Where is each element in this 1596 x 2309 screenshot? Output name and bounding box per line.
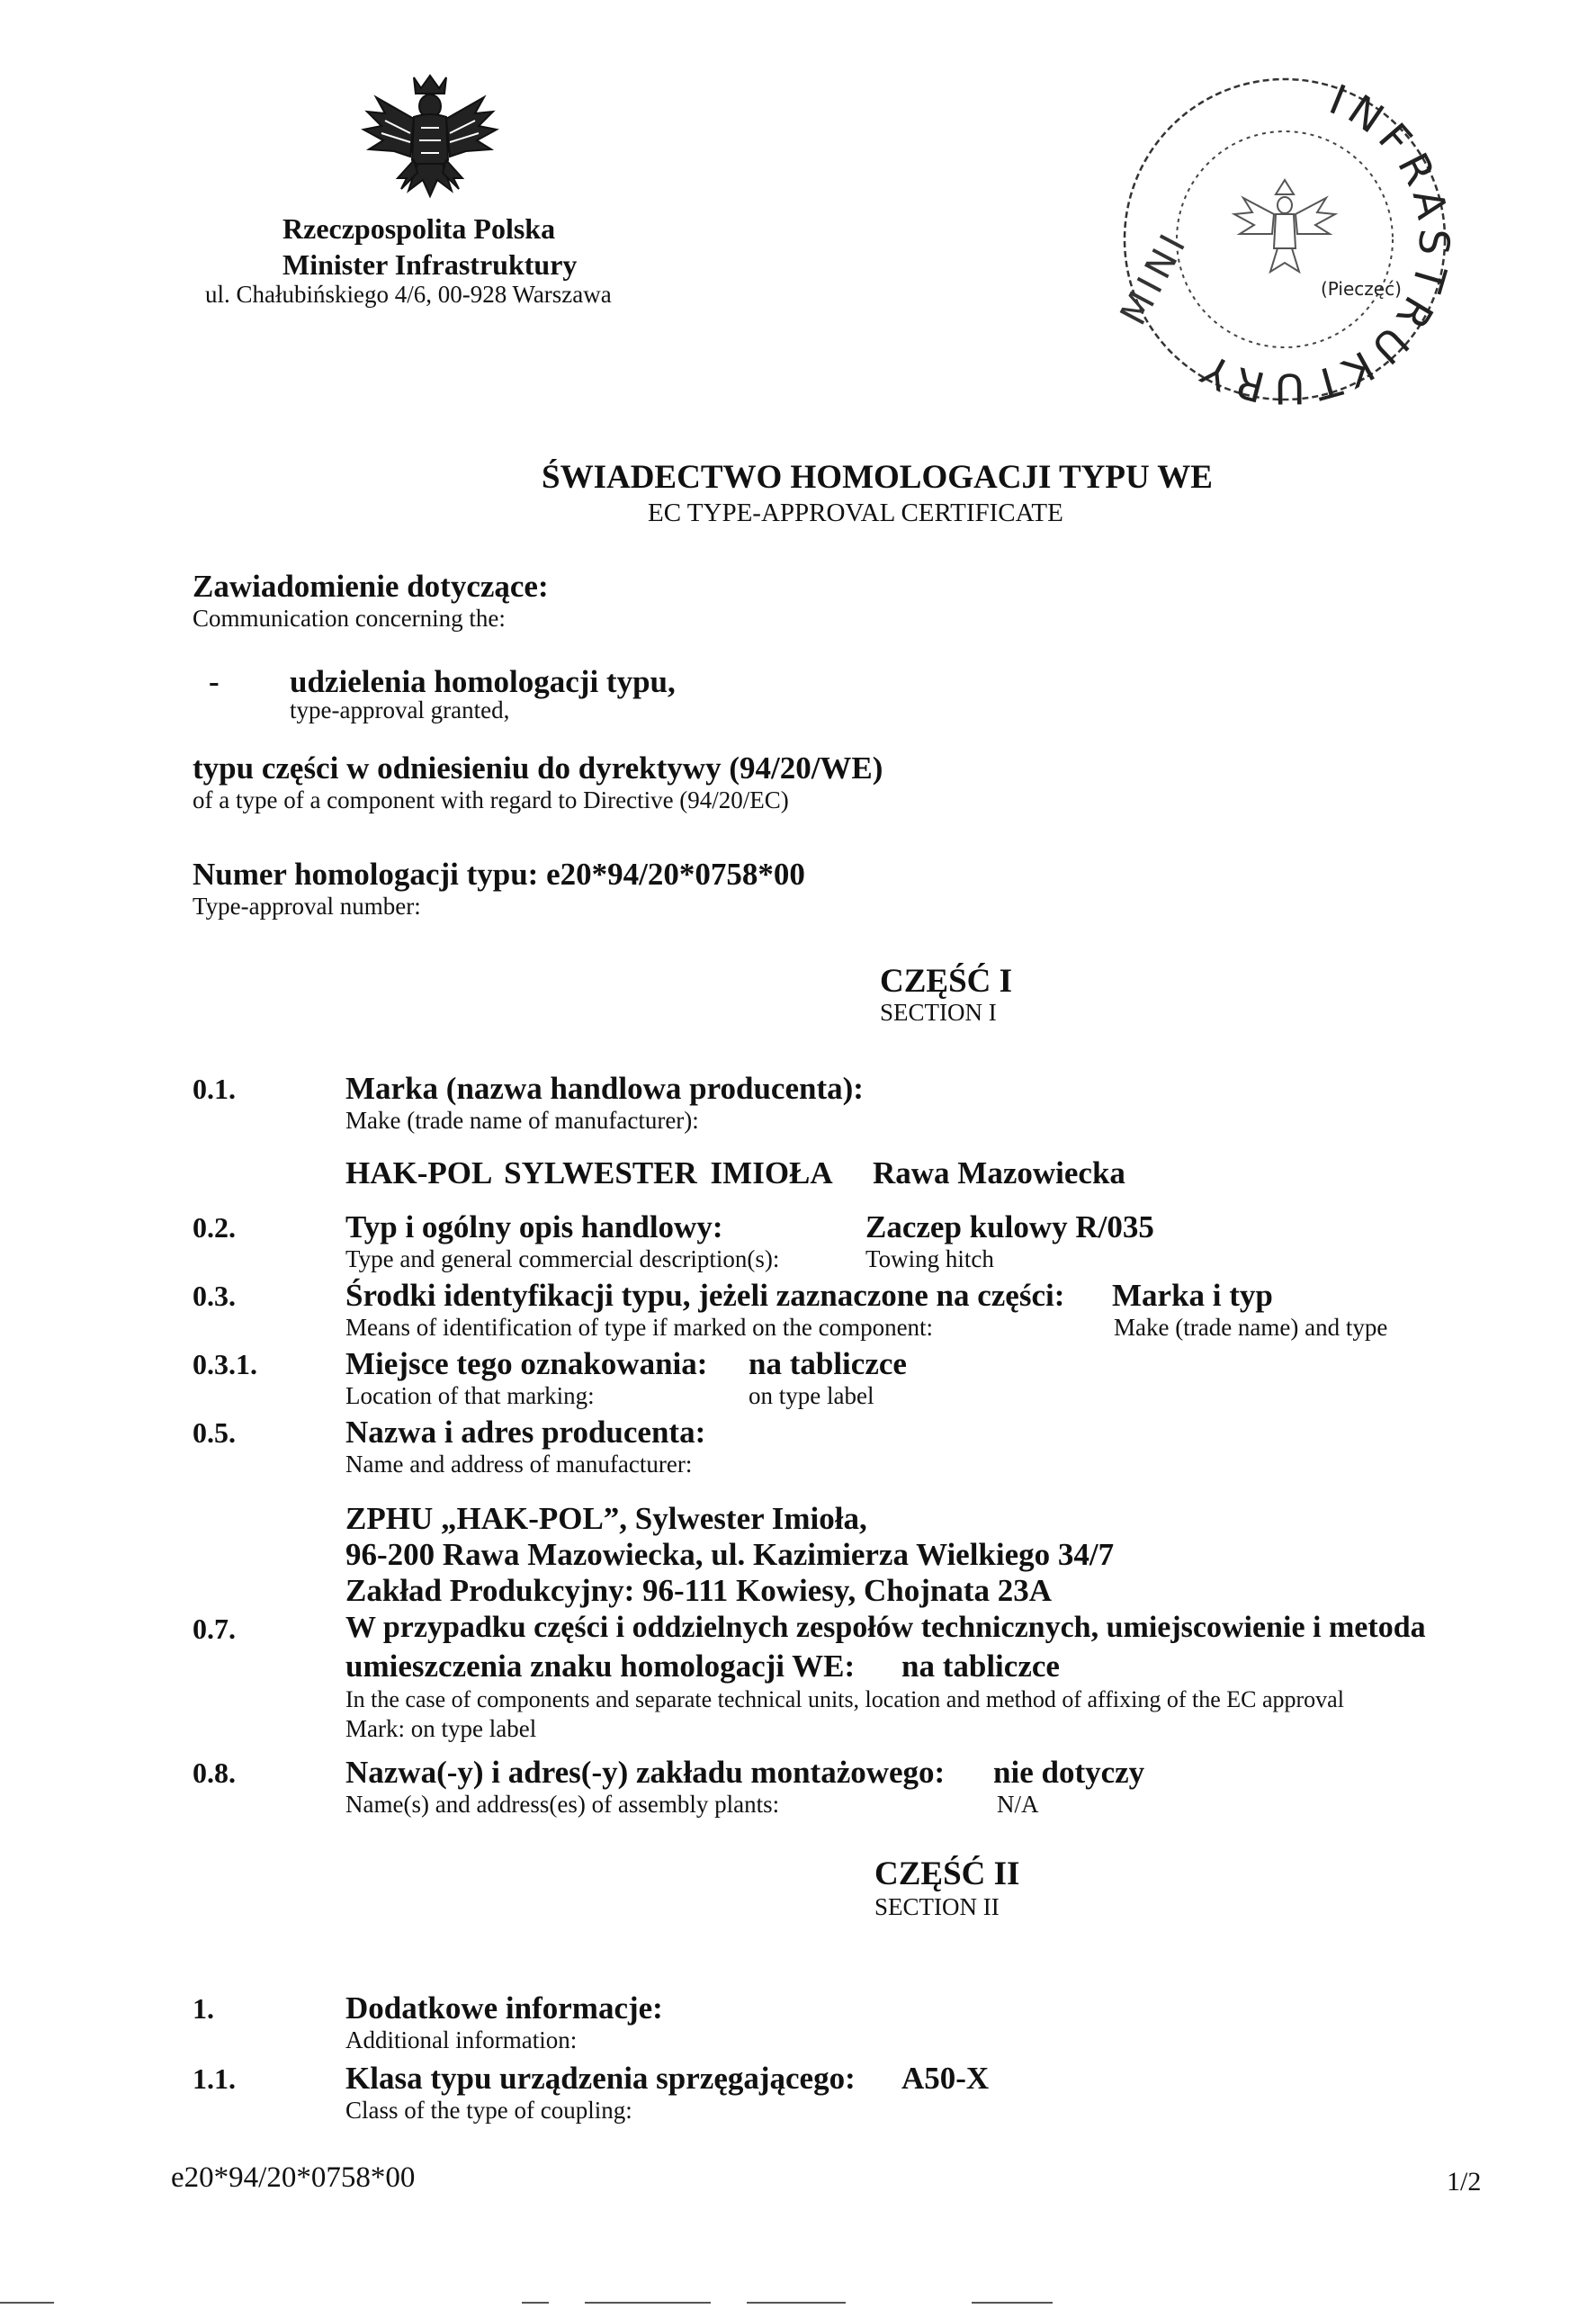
manufacturer-address-line-1: ZPHU „HAK-POL”, Sylwester Imioła, bbox=[345, 1501, 867, 1536]
item-number: 1.1. bbox=[193, 2062, 236, 2095]
item-number: 0.8. bbox=[193, 1756, 236, 1789]
stamp-ring-left: MINI bbox=[1112, 223, 1197, 332]
item-number: 0.1. bbox=[193, 1073, 236, 1105]
type-description-label-en: Type and general commercial description(s): bbox=[345, 1245, 780, 1272]
marking-location-value: na tabliczce bbox=[749, 1346, 907, 1381]
marking-location-label: Miejsce tego oznakowania: bbox=[345, 1346, 708, 1381]
item-number: 1. bbox=[193, 1992, 214, 2025]
make-value-city: Rawa Mazowiecka bbox=[873, 1155, 1125, 1190]
make-label-en: Make (trade name of manufacturer): bbox=[345, 1107, 699, 1134]
approval-mark-value: na tabliczce bbox=[901, 1649, 1060, 1684]
type-description-value-en: Towing hitch bbox=[865, 1245, 994, 1272]
identification-value-en: Make (trade name) and type bbox=[1114, 1314, 1388, 1341]
identification-label-en: Means of identification of type if marked on the component: bbox=[345, 1314, 934, 1341]
item-number: 0.3. bbox=[193, 1280, 236, 1312]
coupling-class-label: Klasa typu urządzenia sprzęgającego: bbox=[345, 2061, 856, 2096]
directive-scope: typu części w odniesieniu do dyrektywy (94/20/WE) bbox=[193, 750, 883, 786]
manufacturer-address-line-3: Zakład Produkcyjny: 96-111 Kowiesy, Chojnata 23A bbox=[345, 1573, 1053, 1608]
section-2-heading-en: SECTION II bbox=[874, 1893, 1000, 1920]
item-number: 0.3.1. bbox=[193, 1348, 257, 1380]
manufacturer-label-en: Name and address of manufacturer: bbox=[345, 1451, 693, 1478]
coupling-class-value: A50-X bbox=[901, 2061, 990, 2096]
ministry-name: Minister Infrastruktury bbox=[282, 248, 578, 281]
manufacturer-label: Nazwa i adres producenta: bbox=[345, 1415, 706, 1450]
coupling-class-label-en: Class of the type of coupling: bbox=[345, 2097, 632, 2124]
communication-item-en: type-approval granted, bbox=[290, 696, 510, 723]
manufacturer-address-line-2: 96-200 Rawa Mazowiecka, ul. Kazimierza Wielkiego 34/7 bbox=[345, 1537, 1115, 1572]
scan-edge-artifacts bbox=[0, 2293, 1596, 2296]
assembly-plant-label: Nazwa(-y) i adres(-y) zakładu montażowego: bbox=[345, 1755, 946, 1790]
item-number: 0.7. bbox=[193, 1613, 236, 1645]
assembly-plant-value: nie dotyczy bbox=[993, 1755, 1145, 1790]
bullet-dash: - bbox=[209, 664, 220, 699]
make-label: Marka (nazwa handlowa producenta): bbox=[345, 1071, 864, 1106]
communication-heading: Zawiadomienie dotyczące: bbox=[193, 569, 549, 604]
item-number: 0.2. bbox=[193, 1211, 236, 1244]
footer-page-number: 1/2 bbox=[1447, 2167, 1482, 2197]
footer-doc-number: e20*94/20*0758*00 bbox=[171, 2161, 416, 2194]
official-stamp bbox=[1108, 63, 1461, 416]
approval-mark-label-en-line-2: Mark: on type label bbox=[345, 1715, 537, 1742]
assembly-plant-label-en: Name(s) and address(es) of assembly plants: bbox=[345, 1791, 780, 1818]
assembly-plant-value-en: N/A bbox=[997, 1791, 1039, 1818]
approval-mark-label-line-1: W przypadku części i oddzielnych zespołów technicznych, umiejscowienie i metoda bbox=[345, 1611, 1426, 1644]
type-description-label: Typ i ogólny opis handlowy: bbox=[345, 1209, 723, 1244]
approval-number-label-text: Numer homologacji typu: bbox=[193, 857, 539, 892]
type-description-value: Zaczep kulowy R/035 bbox=[865, 1209, 1154, 1244]
section-1-heading-en: SECTION I bbox=[880, 999, 997, 1026]
item-number: 0.5. bbox=[193, 1416, 236, 1449]
polish-eagle-emblem bbox=[358, 70, 502, 207]
approval-number: e20*94/20*0758*00 bbox=[546, 857, 805, 892]
section-1-heading: CZĘŚĆ I bbox=[880, 963, 1013, 1000]
ministry-address: ul. Chałubińskiego 4/6, 00-928 Warszawa bbox=[205, 281, 612, 308]
directive-scope-en: of a type of a component with regard to Directive (94/20/EC) bbox=[193, 786, 789, 813]
svg-text:INFRASTRUKTURY bbox=[1188, 75, 1458, 413]
approval-number-label bbox=[193, 858, 805, 890]
identification-label: Środki identyfikacji typu, jeżeli zaznaczone na części: bbox=[345, 1278, 1065, 1313]
stamp-label: (Pieczęć) bbox=[1321, 278, 1402, 300]
stamp-ring-text: INFRASTRUKTURY bbox=[1188, 75, 1459, 414]
identification-value: Marka i typ bbox=[1112, 1278, 1273, 1313]
country-name: Rzeczpospolita Polska bbox=[282, 212, 556, 245]
approval-mark-label-line-2: umieszczenia znaku homologacji WE: bbox=[345, 1649, 856, 1684]
communication-item: udzielenia homologacji typu, bbox=[290, 664, 676, 699]
section-2-heading: CZĘŚĆ II bbox=[874, 1855, 1020, 1892]
make-value: HAK-POL SYLWESTER IMIOŁA bbox=[345, 1155, 833, 1190]
certificate-title-en: EC TYPE-APPROVAL CERTIFICATE bbox=[648, 499, 1063, 527]
additional-info-label: Dodatkowe informacje: bbox=[345, 1990, 663, 2026]
marking-location-value-en: on type label bbox=[749, 1382, 874, 1409]
certificate-title: ŚWIADECTWO HOMOLOGACJI TYPU WE bbox=[542, 459, 1213, 496]
additional-info-label-en: Additional information: bbox=[345, 2026, 578, 2053]
approval-mark-label-en-line-1: In the case of components and separate technical units, location and method of affixing of the EC approval bbox=[345, 1686, 1344, 1712]
communication-heading-en: Communication concerning the: bbox=[193, 605, 506, 632]
approval-number-label-en: Type-approval number: bbox=[193, 893, 421, 920]
marking-location-label-en: Location of that marking: bbox=[345, 1382, 595, 1409]
